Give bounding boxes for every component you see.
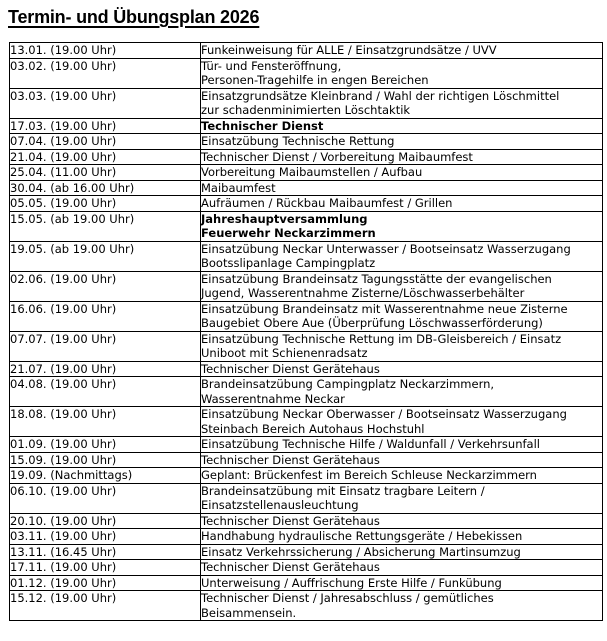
table-row xyxy=(10,560,603,576)
event-date: 25.04. (11.00 Uhr) xyxy=(10,165,201,181)
table-row xyxy=(10,211,603,241)
event-description-line: Baugebiet Obere Aue (Überprüfung Löschwasserförderung) xyxy=(201,316,543,330)
event-date: 01.09. (19.00 Uhr) xyxy=(10,437,201,453)
event-description xyxy=(201,118,603,134)
event-description-line: Einsatzübung Brandeinsatz mit Wasserentnahme neue Zisterne xyxy=(201,301,568,316)
event-description-line: Feuerwehr Neckarzimmern xyxy=(201,226,376,240)
schedule-table xyxy=(9,42,603,621)
event-date: 20.10. (19.00 Uhr) xyxy=(10,513,201,529)
event-description-line: Uniboot mit Schienenradsatz xyxy=(201,346,368,360)
event-description-line: Brandeinsatzübung mit Einsatz tragbare Leitern / xyxy=(201,483,485,498)
event-date: 19.09. (Nachmittags) xyxy=(10,468,201,484)
event-description-line: Handhabung hydraulische Rettungsgeräte / Hebekissen xyxy=(201,529,523,543)
event-date: 17.11. (19.00 Uhr) xyxy=(10,560,201,576)
event-description-line: Beisammensein. xyxy=(201,605,297,620)
event-description xyxy=(201,165,603,181)
event-description-line: Aufräumen / Rückbau Maibaumfest / Grillen xyxy=(201,196,453,210)
event-description xyxy=(201,452,603,468)
table-row xyxy=(10,196,603,212)
event-description xyxy=(201,196,603,212)
table-row xyxy=(10,544,603,560)
event-description-line: zur schadenminimierten Löschtaktik xyxy=(201,103,411,117)
event-date: 15.05. (ab 19.00 Uhr) xyxy=(10,211,201,241)
event-date: 17.03. (19.00 Uhr) xyxy=(10,118,201,134)
event-description xyxy=(201,180,603,196)
table-row xyxy=(10,575,603,591)
table-row xyxy=(10,361,603,377)
event-date: 03.02. (19.00 Uhr) xyxy=(10,58,201,88)
event-description-line: Technischer Dienst Gerätehaus xyxy=(201,513,380,528)
table-row xyxy=(10,407,603,437)
table-row xyxy=(10,180,603,196)
table-row xyxy=(10,483,603,513)
event-description xyxy=(201,377,603,407)
event-description xyxy=(201,437,603,453)
event-description-line: Einsatzübung Brandeinsatz Tagungsstätte der evangelischen xyxy=(201,271,552,286)
event-date: 07.04. (19.00 Uhr) xyxy=(10,134,201,150)
event-description-line: Bootsslipanlage Campingplatz xyxy=(201,256,376,270)
event-date: 04.08. (19.00 Uhr) xyxy=(10,377,201,407)
event-description xyxy=(201,43,603,59)
event-date: 05.05. (19.00 Uhr) xyxy=(10,196,201,212)
event-description-line: Tür- und Fensteröffnung, xyxy=(201,58,342,73)
event-description-line: Technischer Dienst Gerätehaus xyxy=(201,361,380,376)
event-description xyxy=(201,301,603,331)
event-description-line: Technischer Dienst / Vorbereitung Maibaumfest xyxy=(201,149,473,164)
event-date: 13.01. (19.00 Uhr) xyxy=(10,43,201,59)
event-description xyxy=(201,88,603,118)
event-description xyxy=(201,331,603,361)
table-row xyxy=(10,331,603,361)
event-description xyxy=(201,241,603,271)
event-description-line: Wasserentnahme Neckar xyxy=(201,391,345,406)
table-row xyxy=(10,118,603,134)
event-description xyxy=(201,560,603,576)
table-row xyxy=(10,437,603,453)
table-row xyxy=(10,271,603,301)
event-date: 03.03. (19.00 Uhr) xyxy=(10,88,201,118)
event-description-line: Einsatzübung Technische Rettung im DB-Gleisbereich / Einsatz xyxy=(201,331,562,346)
event-date: 16.06. (19.00 Uhr) xyxy=(10,301,201,331)
event-date: 21.07. (19.00 Uhr) xyxy=(10,361,201,377)
event-description xyxy=(201,58,603,88)
event-date: 13.11. (16.45 Uhr) xyxy=(10,544,201,560)
table-row xyxy=(10,88,603,118)
event-description-line: Personen-Tragehilfe in engen Bereichen xyxy=(201,73,429,87)
event-date: 18.08. (19.00 Uhr) xyxy=(10,407,201,437)
event-description-line: Technischer Dienst Gerätehaus xyxy=(201,452,380,467)
event-date: 03.11. (19.00 Uhr) xyxy=(10,529,201,545)
page-title: Termin- und Übungsplan 2026 xyxy=(8,7,260,27)
event-description xyxy=(201,544,603,560)
table-row xyxy=(10,591,603,621)
event-description-line: Technischer Dienst Gerätehaus xyxy=(201,560,380,574)
event-description-line: Jugend, Wasserentnahme Zisterne/Löschwasserbehälter xyxy=(201,286,525,300)
event-date: 19.05. (ab 19.00 Uhr) xyxy=(10,241,201,271)
event-description xyxy=(201,407,603,437)
event-description-line: Unterweisung / Auffrischung Erste Hilfe / Funkübung xyxy=(201,575,502,590)
table-row xyxy=(10,529,603,545)
table-row xyxy=(10,165,603,181)
event-description xyxy=(201,271,603,301)
table-row xyxy=(10,513,603,529)
event-description-line: Maibaumfest xyxy=(201,180,276,195)
event-description-line: Einsatzübung Technische Hilfe / Waldunfall / Verkehrsunfall xyxy=(201,437,540,451)
event-description-line: Geplant: Brückenfest im Bereich Schleuse Neckarzimmern xyxy=(201,468,537,482)
event-description-line: Einsatzübung Neckar Unterwasser / Bootseinsatz Wasserzugang xyxy=(201,241,571,256)
table-row xyxy=(10,241,603,271)
table-row xyxy=(10,377,603,407)
table-row xyxy=(10,468,603,484)
schedule-table-body xyxy=(10,43,603,621)
event-date: 06.10. (19.00 Uhr) xyxy=(10,483,201,513)
table-row xyxy=(10,149,603,165)
table-row xyxy=(10,43,603,59)
event-description xyxy=(201,361,603,377)
event-date: 01.12. (19.00 Uhr) xyxy=(10,575,201,591)
event-description-line: Vorbereitung Maibaumstellen / Aufbau xyxy=(201,165,423,179)
event-description-line: Einsatzgrundsätze Kleinbrand / Wahl der richtigen Löschmittel xyxy=(201,88,560,103)
event-description xyxy=(201,529,603,545)
event-date: 15.09. (19.00 Uhr) xyxy=(10,452,201,468)
event-description xyxy=(201,483,603,513)
table-row xyxy=(10,58,603,88)
event-description xyxy=(201,211,603,241)
event-description xyxy=(201,575,603,591)
event-date: 21.04. (19.00 Uhr) xyxy=(10,149,201,165)
event-description xyxy=(201,134,603,150)
event-date: 30.04. (ab 16.00 Uhr) xyxy=(10,180,201,196)
event-description-line: Jahreshauptversammlung xyxy=(201,211,368,226)
event-date: 07.07. (19.00 Uhr) xyxy=(10,331,201,361)
event-description xyxy=(201,513,603,529)
event-description-line: Einsatzstellenausleuchtung xyxy=(201,498,359,512)
event-description-line: Einsatz Verkehrssicherung / Absicherung Martinsumzug xyxy=(201,544,521,559)
event-description-line: Technischer Dienst xyxy=(201,118,324,133)
event-date: 02.06. (19.00 Uhr) xyxy=(10,271,201,301)
table-row xyxy=(10,134,603,150)
event-description-line: Einsatzübung Technische Rettung xyxy=(201,134,395,148)
event-description xyxy=(201,149,603,165)
event-description xyxy=(201,468,603,484)
table-row xyxy=(10,452,603,468)
event-description xyxy=(201,591,603,621)
event-description-line: Funkeinweisung für ALLE / Einsatzgrundsätze / UVV xyxy=(201,43,497,57)
event-date: 15.12. (19.00 Uhr) xyxy=(10,591,201,621)
event-description-line: Technischer Dienst / Jahresabschluss / gemütliches xyxy=(201,591,494,605)
event-description-line: Steinbach Bereich Autohaus Hochstuhl xyxy=(201,421,425,436)
table-row xyxy=(10,301,603,331)
event-description-line: Brandeinsatzübung Campingplatz Neckarzimmern, xyxy=(201,377,495,391)
event-description-line: Einsatzübung Neckar Oberwasser / Bootseinsatz Wasserzugang xyxy=(201,407,567,421)
